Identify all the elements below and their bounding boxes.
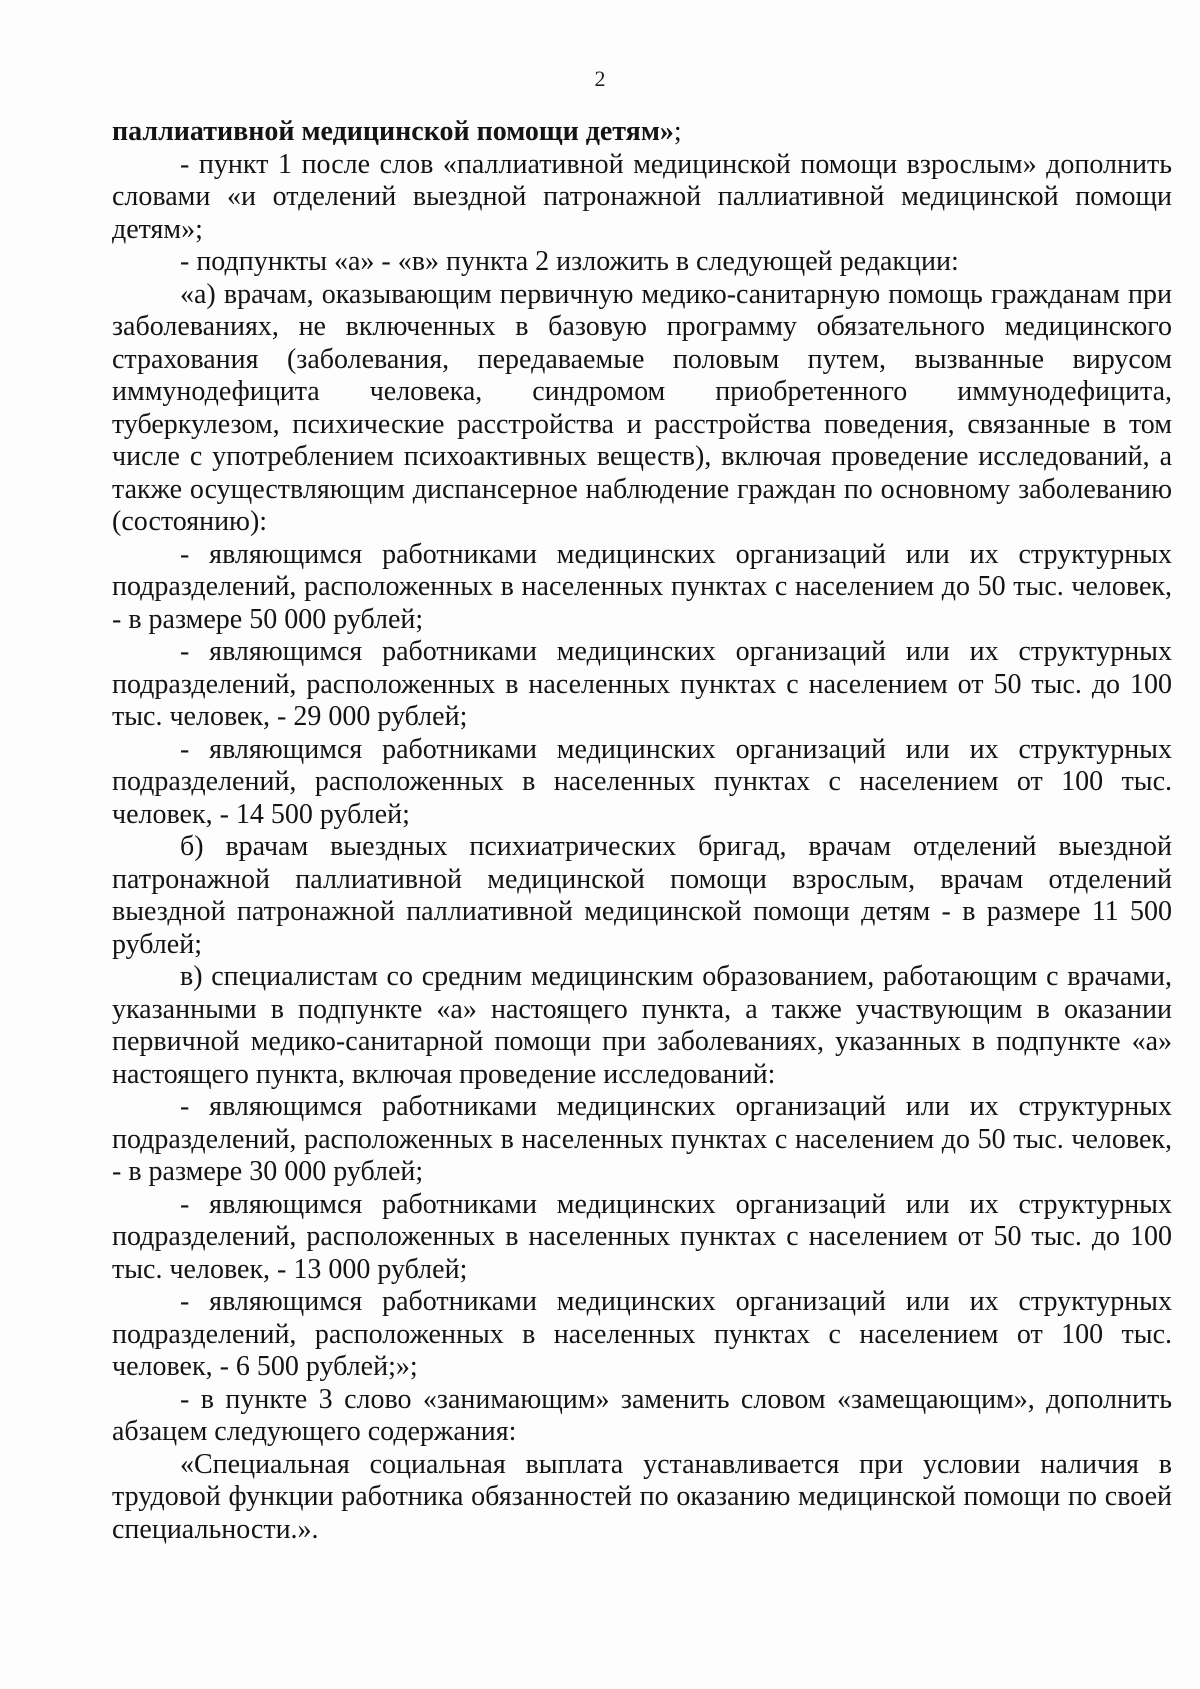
opening-tail-text: ; <box>673 116 682 147</box>
page-number: 2 <box>594 66 606 91</box>
opening-bold-text: паллиативной медицинской помощи детям» <box>112 116 674 147</box>
paragraph-subitem-a-rate-2: - являющимся работниками медицинских организаций или их структурных подразделений, расположенных в населенных пунктах с населением от 50 тыс. до 100 тыс. человек, - 29 000 рублей; <box>112 636 1172 732</box>
paragraph-subitem-v-rate-2: - являющимся работниками медицинских организаций или их структурных подразделений, расположенных в населенных пунктах с населением от 50 тыс. до 100 тыс. человек, - 13 000 рублей; <box>112 1188 1172 1285</box>
paragraph-subitem-a-rate-1: - являющимся работниками медицинских организаций или их структурных подразделений, расположенных в населенных пунктах с населением до 50 тыс. человек, - в размере 50 000 рублей; <box>112 538 1172 635</box>
paragraph-item-3-amendment: - в пункте 3 слово «занимающим» заменить словом «замещающим», дополнить абзацем следующего содержания: <box>112 1383 1172 1447</box>
paragraph-new-clause: «Специальная социальная выплата устанавливается при условии наличия в трудовой функции работника обязанностей по оказанию медицинской помощи по своей специальности.». <box>112 1448 1172 1545</box>
paragraph-subitem-b: б) врачам выездных психиатрических бригад, врачам отделений выездной патронажной паллиативной медицинской помощи взрослым, врачам отделений выездной патронажной паллиативной медицинской помощи детям - в размере 11 500 рублей; <box>112 831 1172 960</box>
document-body <box>112 116 1172 1546</box>
paragraph-subitem-v-rate-1: - являющимся работниками медицинских организаций или их структурных подразделений, расположенных в населенных пунктах с населением до 50 тыс. человек, - в размере 30 000 рублей; <box>112 1091 1172 1187</box>
paragraph-subitem-v-rate-3: - являющимся работниками медицинских организаций или их структурных подразделений, расположенных в населенных пунктах с населением от 100 тыс. человек, - 6 500 рублей;»; <box>112 1286 1172 1382</box>
paragraph-subitem-a: «а) врачам, оказывающим первичную медико-санитарную помощь гражданам при заболеваниях, не включенных в базовую программу обязательного медицинского страхования (заболевания, передаваемые половым путем, вызванные вирусом иммунодефицита человека, синдромом приобретенного иммунодефицита, туберкулезом, психические расстройства и расстройства поведения, связанные в том числе с употреблением психоактивных веществ), включая проведение исследований, а также осуществляющим диспансерное наблюдение граждан по основному заболеванию (состоянию): <box>112 278 1172 537</box>
paragraph-item-1-amendment: - пункт 1 после слов «паллиативной медицинской помощи взрослым» дополнить словами «и отделений выездной патронажной паллиативной медицинской помощи детям»; <box>112 148 1172 245</box>
paragraph-subitem-a-rate-3: - являющимся работниками медицинских организаций или их структурных подразделений, расположенных в населенных пунктах с населением от 100 тыс. человек, - 14 500 рублей; <box>112 733 1172 830</box>
paragraph-item-2-intro: - подпункты «а» - «в» пункта 2 изложить в следующей редакции: <box>180 246 959 277</box>
opening-line <box>112 116 1172 149</box>
paragraph-subitem-v: в) специалистам со средним медицинским образованием, работающим с врачами, указанными в подпункте «а» настоящего пункта, а также участвующим в оказании первичной медико-санитарной помощи при заболеваниях, указанных в подпункте «а» настоящего пункта, включая проведение исследований: <box>112 961 1172 1090</box>
